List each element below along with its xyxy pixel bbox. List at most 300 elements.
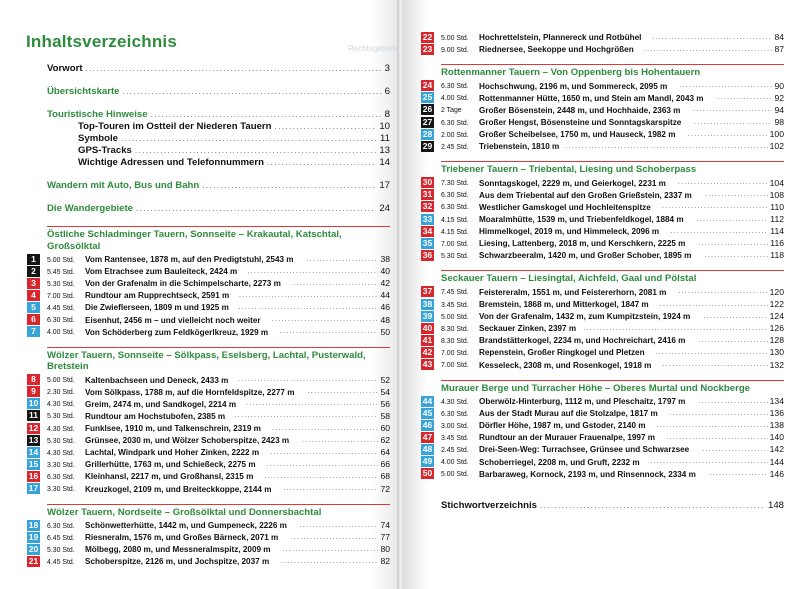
region-section bbox=[441, 380, 784, 395]
tour-number-badge: 7 bbox=[27, 326, 40, 337]
tour-page: 120 bbox=[769, 286, 784, 297]
tour-number-badge: 4 bbox=[27, 290, 40, 301]
tour-number-badge: 34 bbox=[422, 225, 433, 236]
leader-dots bbox=[679, 82, 772, 89]
tour-entry[interactable] bbox=[31, 386, 390, 398]
leader-dots bbox=[136, 203, 376, 215]
leader-dots bbox=[300, 522, 379, 529]
tour-duration: 5.00 Std. bbox=[441, 32, 469, 42]
toc-entry-label: GPS-Tracks bbox=[78, 145, 132, 156]
tour-name: Kesseleck, 2308 m, und Rosenkogel, 1918 m bbox=[479, 359, 652, 370]
leader-dots bbox=[656, 422, 767, 429]
tour-page: 64 bbox=[380, 447, 390, 458]
tour-name: Westlicher Gamskogel und Hochleitenspitze bbox=[479, 201, 651, 212]
tour-name: Greim, 2474 m, und Sandkogel, 2214 m bbox=[85, 398, 237, 409]
tour-page: 54 bbox=[380, 386, 390, 397]
tour-name: Rundtour am Hochstubofen, 2385 m bbox=[85, 410, 226, 421]
leader-dots bbox=[698, 337, 767, 344]
leader-dots bbox=[308, 388, 379, 395]
tour-page: 56 bbox=[380, 398, 390, 409]
tour-list bbox=[28, 519, 390, 567]
index-entry[interactable] bbox=[441, 500, 784, 512]
leader-dots bbox=[566, 143, 768, 150]
leader-dots bbox=[293, 280, 378, 287]
tour-name: Schönwetterhütte, 1442 m, und Gumpeneck, 2226 m bbox=[85, 520, 287, 531]
tour-number-badge: 31 bbox=[422, 189, 433, 200]
leader-dots bbox=[702, 446, 767, 453]
tour-name: Schwarzbeeralm, 1420 m, und Großer Schober, 1895 m bbox=[479, 250, 692, 261]
tour-name: Riesneralm, 1576 m, und Großes Bärneck, 2071 m bbox=[85, 532, 279, 543]
leader-dots bbox=[123, 86, 382, 98]
leader-dots bbox=[660, 301, 768, 308]
tour-duration: 5.00 Std. bbox=[441, 311, 469, 321]
tour-page: 130 bbox=[769, 347, 784, 358]
tour-name: Grünsee, 2030 m, und Wölzer Schoberspitze, 2423 m bbox=[85, 435, 290, 446]
tour-entry[interactable] bbox=[422, 468, 784, 480]
tour-name: Von der Grafenalm, 1432 m, zum Kumpitzstein, 1924 m bbox=[479, 311, 691, 322]
toc-entry-label: Symbole bbox=[78, 133, 118, 144]
tour-list bbox=[422, 395, 784, 480]
toc-entry-page: 17 bbox=[379, 180, 390, 191]
tour-duration: 5.00 Std. bbox=[47, 375, 75, 385]
leader-dots bbox=[696, 216, 768, 223]
tour-entry[interactable] bbox=[31, 301, 390, 313]
tour-number-badge: 35 bbox=[422, 237, 433, 248]
tour-page: 98 bbox=[774, 117, 784, 128]
tour-entry[interactable] bbox=[29, 410, 390, 422]
leader-dots bbox=[121, 133, 377, 145]
leader-dots bbox=[151, 109, 382, 121]
tour-page: 116 bbox=[770, 238, 784, 249]
tour-duration: 4.00 Std. bbox=[47, 327, 75, 337]
tour-entry[interactable] bbox=[422, 419, 784, 431]
tour-name: Kaltenbachseen und Deneck, 2433 m bbox=[85, 374, 229, 385]
region-title: Wölzer Tauern, Sonnseite – Sölkpass, Eselsberg, Lachtal, Pusterwald, Bretstein bbox=[47, 349, 366, 373]
leader-dots bbox=[709, 470, 767, 477]
tour-name: Dörfler Höhe, 1987 m, und Gstoder, 2140 m bbox=[479, 420, 646, 431]
region-section bbox=[47, 226, 390, 252]
tour-name: Repenstein, Großer Ringkogel und Pletzen bbox=[479, 347, 645, 358]
tour-entry[interactable] bbox=[422, 237, 784, 249]
tour-page: 80 bbox=[380, 544, 390, 555]
tour-number-badge: 29 bbox=[422, 140, 433, 151]
tour-duration: 7.00 Std. bbox=[441, 238, 469, 248]
tour-entry[interactable] bbox=[422, 334, 784, 346]
toc-entry[interactable] bbox=[78, 145, 390, 157]
tour-duration: 9.00 Std. bbox=[441, 44, 469, 54]
tour-page: 40 bbox=[380, 266, 390, 277]
tour-page: 44 bbox=[380, 290, 390, 301]
toc-entry[interactable] bbox=[47, 109, 390, 121]
leader-dots bbox=[238, 304, 378, 311]
toc-entry[interactable] bbox=[47, 203, 390, 215]
tour-duration: 3.30 Std. bbox=[47, 484, 75, 494]
tour-page: 142 bbox=[769, 444, 784, 455]
tour-name: Vom Rantensee, 1878 m, auf den Predigtstuhl, 2543 m bbox=[85, 254, 294, 265]
leader-dots bbox=[270, 449, 378, 456]
tour-entry[interactable] bbox=[28, 422, 390, 434]
tour-page: 140 bbox=[769, 432, 784, 443]
leader-dots bbox=[290, 534, 378, 541]
tour-page: 90 bbox=[774, 80, 784, 91]
tour-duration: 8.30 Std. bbox=[441, 323, 469, 333]
tour-list bbox=[422, 80, 784, 153]
leader-dots bbox=[264, 473, 378, 480]
leader-dots bbox=[307, 256, 379, 263]
tour-name: Rundtour an der Murauer Frauenalpe, 1997 m bbox=[479, 432, 656, 443]
tour-entry[interactable] bbox=[422, 443, 784, 455]
tour-duration: 3.45 Std. bbox=[441, 299, 469, 309]
tour-entry[interactable] bbox=[422, 358, 784, 370]
tour-name: Kleinhansl, 2217 m, und Großhansl, 2315 m bbox=[85, 471, 254, 482]
tour-entry[interactable] bbox=[31, 289, 390, 301]
tour-number-badge: 12 bbox=[28, 422, 39, 433]
tour-duration: 4.45 Std. bbox=[47, 302, 75, 312]
tour-number-badge: 1 bbox=[27, 254, 40, 265]
leader-dots bbox=[698, 240, 768, 247]
region-title: Wölzer Tauern, Nordseite – Großsölktal und Donnersbachtal bbox=[47, 506, 322, 518]
tour-duration: 4.30 Std. bbox=[441, 396, 469, 406]
region-section bbox=[47, 504, 390, 519]
leader-dots bbox=[235, 412, 379, 419]
tour-name: Schoberspitze, 2126 m, und Jochspitze, 2037 m bbox=[85, 556, 270, 567]
region-title: Seckauer Tauern – Liesingtal, Aichfeld, Gaal und Pölstal bbox=[441, 273, 697, 285]
tour-duration: 7.00 Std. bbox=[47, 290, 75, 300]
tour-page: 48 bbox=[380, 314, 390, 325]
tour-page: 46 bbox=[380, 302, 390, 313]
leader-dots bbox=[705, 252, 769, 259]
tour-page: 58 bbox=[380, 410, 390, 421]
region-title: Triebener Tauern – Triebental, Liesing und Schoberpass bbox=[441, 164, 697, 176]
tour-duration: 6.30 Std. bbox=[47, 471, 75, 481]
tour-entry[interactable] bbox=[28, 398, 390, 410]
tour-number-badge: 14 bbox=[28, 446, 39, 457]
tour-name: Großer Bösenstein, 2448 m, und Hochhaide, 2363 m bbox=[479, 104, 681, 115]
region-section bbox=[441, 64, 784, 79]
tour-number-badge: 8 bbox=[27, 374, 40, 385]
tour-entry[interactable] bbox=[31, 374, 390, 386]
tour-entry[interactable] bbox=[422, 43, 784, 55]
tour-number-badge: 45 bbox=[422, 407, 433, 418]
toc-entry[interactable] bbox=[78, 157, 390, 169]
tour-duration: 7.45 Std. bbox=[441, 287, 469, 297]
leader-dots bbox=[662, 203, 768, 210]
leader-dots bbox=[583, 325, 767, 332]
continued-tours bbox=[422, 31, 784, 64]
leader-dots bbox=[283, 485, 378, 492]
tour-duration: 2.30 Std. bbox=[47, 387, 75, 397]
tour-entry[interactable] bbox=[31, 326, 390, 338]
front-matter-list bbox=[18, 63, 390, 226]
tour-name: Aus der Stadt Murau auf die Stolzalpe, 1817 m bbox=[479, 408, 658, 419]
leader-dots bbox=[655, 349, 767, 356]
tour-entry[interactable] bbox=[422, 116, 784, 128]
tour-entry[interactable] bbox=[28, 470, 390, 482]
tour-entry[interactable] bbox=[422, 104, 784, 116]
leader-dots bbox=[698, 398, 767, 405]
tour-page: 122 bbox=[769, 299, 784, 310]
tour-name: Feistereralm, 1551 m, und Feistererhorn, 2081 m bbox=[479, 286, 667, 297]
leader-dots bbox=[282, 546, 378, 553]
leader-dots bbox=[272, 316, 379, 323]
tour-page: 100 bbox=[769, 129, 784, 140]
tour-number-badge: 49 bbox=[422, 456, 433, 467]
toc-entry-page: 13 bbox=[379, 145, 390, 156]
tour-number-badge: 37 bbox=[422, 286, 433, 297]
tour-entry[interactable] bbox=[28, 434, 390, 446]
tour-duration: 4.15 Std. bbox=[441, 214, 469, 224]
leader-dots bbox=[247, 268, 378, 275]
tour-page: 144 bbox=[769, 456, 784, 467]
tour-page: 136 bbox=[769, 408, 784, 419]
tour-page: 52 bbox=[380, 374, 390, 385]
toc-entry[interactable] bbox=[47, 180, 390, 192]
leader-dots bbox=[267, 461, 379, 468]
tour-entry[interactable] bbox=[422, 322, 784, 334]
tour-duration: 7.30 Std. bbox=[441, 178, 469, 188]
tour-duration: 8.30 Std. bbox=[441, 335, 469, 345]
tour-name: Von der Grafenalm in die Schimpelscharte, 2273 m bbox=[85, 278, 281, 289]
tour-list bbox=[31, 253, 390, 338]
leader-dots bbox=[652, 34, 772, 41]
tour-page: 146 bbox=[769, 468, 784, 479]
leader-dots bbox=[693, 106, 772, 113]
toc-entry-page: 14 bbox=[379, 157, 390, 168]
tour-page: 87 bbox=[774, 44, 784, 55]
tour-list bbox=[422, 286, 784, 371]
tour-number-badge: 47 bbox=[422, 431, 433, 442]
tour-number-badge: 5 bbox=[27, 302, 40, 313]
page-title: Inhaltsverzeichnis bbox=[26, 32, 177, 51]
leader-dots bbox=[267, 157, 376, 169]
tour-page: 50 bbox=[380, 326, 390, 337]
tour-name: Himmelkogel, 2019 m, und Himmeleck, 2096 m bbox=[479, 226, 660, 237]
toc-entry-page: 10 bbox=[379, 121, 390, 132]
tour-duration: 4.45 Std. bbox=[47, 556, 75, 566]
tour-list bbox=[28, 374, 390, 495]
leader-dots bbox=[540, 500, 765, 512]
tour-name: Eisenhut, 2456 m – und vielleicht noch weiter bbox=[85, 314, 261, 325]
tour-page: 84 bbox=[774, 32, 784, 43]
leader-dots bbox=[717, 94, 772, 101]
toc-entry-label: Übersichtskarte bbox=[47, 86, 120, 97]
tour-name: Bremstein, 1868 m, und Mitterkogel, 1847 m bbox=[479, 299, 649, 310]
tour-entry[interactable] bbox=[28, 531, 390, 543]
tour-entry[interactable] bbox=[28, 446, 390, 458]
tour-name: Moaralmhütte, 1539 m, und Triebenfeldkogel, 1884 m bbox=[479, 214, 684, 225]
tour-number-badge: 33 bbox=[422, 213, 433, 224]
toc-entry[interactable] bbox=[47, 63, 390, 75]
toc-entry-page: 24 bbox=[379, 203, 390, 214]
tour-number-badge: 48 bbox=[422, 443, 433, 454]
toc-entry-page: 8 bbox=[384, 109, 390, 120]
tour-page: 110 bbox=[770, 201, 784, 212]
index-entry-page: 148 bbox=[767, 499, 784, 511]
tour-entry[interactable] bbox=[422, 31, 784, 43]
leader-dots bbox=[666, 434, 767, 441]
tour-name: Rottenmanner Hütte, 1650 m, und Stein am Mandl, 2043 m bbox=[479, 92, 704, 103]
tour-duration: 4.15 Std. bbox=[441, 226, 469, 236]
tour-name: Hochschwung, 2196 m, und Sommereck, 2095 m bbox=[479, 80, 668, 91]
tour-entry[interactable] bbox=[422, 225, 784, 237]
tour-entry[interactable] bbox=[28, 458, 390, 470]
tour-list bbox=[422, 177, 784, 262]
tour-name: Liesing, Lattenberg, 2018 m, und Kerschkern, 2225 m bbox=[479, 238, 686, 249]
tour-duration: 5.00 Std. bbox=[441, 469, 469, 479]
tour-entry[interactable] bbox=[31, 313, 390, 325]
tour-number-badge: 23 bbox=[422, 43, 433, 54]
leader-dots bbox=[246, 400, 378, 407]
tour-entry[interactable] bbox=[28, 543, 390, 555]
toc-entry-label: Die Wandergebiete bbox=[47, 203, 134, 214]
tour-entry[interactable] bbox=[422, 286, 784, 298]
tour-number-badge: 24 bbox=[422, 80, 433, 91]
leader-dots bbox=[272, 425, 378, 432]
tour-number-badge: 42 bbox=[422, 346, 433, 357]
tour-page: 128 bbox=[769, 335, 784, 346]
tour-duration: 6.30 Std. bbox=[441, 202, 469, 212]
tour-name: Hochrettelstein, Plannereck und Rotbühel bbox=[479, 32, 642, 43]
tour-number-badge: 43 bbox=[422, 359, 433, 370]
tour-duration: 7.00 Std. bbox=[441, 347, 469, 357]
tour-entry[interactable] bbox=[422, 177, 784, 189]
tour-number-badge: 50 bbox=[422, 468, 433, 479]
toc-entry[interactable] bbox=[47, 86, 390, 98]
region-title: Murauer Berge und Turracher Höhe – Oberes Murtal und Nockberge bbox=[441, 382, 751, 394]
tour-duration: 4.30 Std. bbox=[47, 423, 75, 433]
tour-entry[interactable] bbox=[31, 265, 390, 277]
tour-number-badge: 11 bbox=[29, 410, 38, 421]
tour-entry[interactable] bbox=[422, 140, 784, 152]
tour-page: 42 bbox=[380, 278, 390, 289]
tour-number-badge: 10 bbox=[28, 398, 39, 409]
tour-name: Lachtal, Windpark und Hoher Zinken, 2222 m bbox=[85, 447, 260, 458]
tour-entry[interactable] bbox=[422, 395, 784, 407]
tour-number-badge: 16 bbox=[28, 470, 39, 481]
tour-number-badge: 9 bbox=[27, 386, 40, 397]
toc-entry-page: 11 bbox=[380, 133, 390, 144]
tour-page: 126 bbox=[769, 323, 784, 334]
tour-number-badge: 13 bbox=[28, 434, 39, 445]
tour-number-badge: 17 bbox=[28, 483, 39, 494]
tour-page: 74 bbox=[380, 520, 390, 531]
tour-duration: 5.45 Std. bbox=[47, 266, 75, 276]
tour-name: Funklsee, 1910 m, und Talkenschrein, 2319 m bbox=[85, 423, 261, 434]
toc-entry-label: Wichtige Adressen und Telefonnummern bbox=[78, 157, 264, 168]
tour-duration: 2 Tage bbox=[441, 105, 462, 115]
tour-name: Triebenstein, 1810 m bbox=[479, 141, 560, 152]
tour-duration: 3.00 Std. bbox=[441, 420, 469, 430]
tour-number-badge: 22 bbox=[422, 31, 433, 42]
toc-entry[interactable] bbox=[78, 121, 390, 133]
tour-page: 134 bbox=[769, 396, 784, 407]
leader-dots bbox=[238, 376, 379, 383]
tour-duration: 4.00 Std. bbox=[441, 93, 469, 103]
tour-page: 62 bbox=[380, 435, 390, 446]
toc-entry-label: Top-Touren im Ostteil der Niederen Tauern bbox=[78, 121, 272, 132]
tour-entry[interactable] bbox=[422, 128, 784, 140]
tour-name: Kreuzkogel, 2109 m, und Breiteckkoppe, 2144 m bbox=[85, 483, 272, 494]
region-section bbox=[47, 347, 390, 373]
tour-entry[interactable] bbox=[31, 253, 390, 265]
tour-name: Seckauer Zinken, 2397 m bbox=[479, 323, 577, 334]
tour-page: 72 bbox=[380, 483, 390, 494]
tour-entry[interactable] bbox=[422, 189, 784, 201]
toc-entry[interactable] bbox=[78, 133, 390, 145]
left-sections bbox=[18, 226, 390, 576]
leader-dots bbox=[650, 458, 768, 465]
tour-entry[interactable] bbox=[28, 483, 390, 495]
tour-duration: 3.45 Std. bbox=[441, 432, 469, 442]
tour-page: 38 bbox=[380, 254, 390, 265]
tour-duration: 2.00 Std. bbox=[441, 129, 469, 139]
tour-entry[interactable] bbox=[422, 80, 784, 92]
tour-page: 112 bbox=[770, 214, 784, 225]
tour-number-badge: 30 bbox=[422, 177, 433, 188]
tour-entry[interactable] bbox=[422, 213, 784, 225]
tour-name: Von Schöderberg zum Feldkögerlkreuz, 1929 m bbox=[85, 326, 269, 337]
leader-dots bbox=[678, 288, 767, 295]
tour-name: Drei-Seen-Weg: Turrachsee, Grünsee und Schwarzsee bbox=[479, 444, 690, 455]
tour-page: 118 bbox=[770, 250, 784, 261]
tour-name: Grillerhütte, 1763 m, und Schießeck, 2275 m bbox=[85, 459, 256, 470]
tour-entry[interactable] bbox=[31, 277, 390, 289]
leader-dots bbox=[663, 361, 768, 368]
tour-number-badge: 38 bbox=[422, 298, 433, 309]
tour-entry[interactable] bbox=[422, 201, 784, 213]
leader-dots bbox=[135, 145, 376, 157]
tour-entry[interactable] bbox=[422, 431, 784, 443]
tour-duration: 6.30 Std. bbox=[441, 81, 469, 91]
tour-entry[interactable] bbox=[422, 456, 784, 468]
tour-entry[interactable] bbox=[422, 249, 784, 261]
leader-dots bbox=[703, 313, 767, 320]
tour-duration: 4.30 Std. bbox=[47, 447, 75, 457]
tour-duration: 2.45 Std. bbox=[441, 141, 469, 151]
leader-dots bbox=[281, 558, 379, 565]
tour-entry[interactable] bbox=[28, 555, 390, 567]
tour-number-badge: 26 bbox=[422, 104, 433, 115]
tour-entry[interactable] bbox=[28, 519, 390, 531]
leader-dots bbox=[694, 119, 772, 126]
tour-number-badge: 20 bbox=[28, 543, 39, 554]
tour-number-badge: 27 bbox=[422, 116, 433, 127]
leader-dots bbox=[678, 179, 768, 186]
index-entry-label: Stichwortverzeichnis bbox=[441, 499, 537, 511]
tour-entry[interactable] bbox=[422, 407, 784, 419]
tour-entry[interactable] bbox=[422, 346, 784, 358]
tour-name: Oberwölz-Hinterburg, 1112 m, und Pleschaitz, 1797 m bbox=[479, 396, 686, 407]
tour-number-badge: 40 bbox=[422, 322, 433, 333]
tour-number-badge: 19 bbox=[28, 531, 39, 542]
ghost-text: Rechtsgebiete bbox=[348, 44, 400, 53]
right-sections bbox=[419, 64, 784, 489]
tour-page: 92 bbox=[774, 92, 784, 103]
tour-duration: 5.30 Std. bbox=[47, 544, 75, 554]
tour-entry[interactable] bbox=[422, 298, 784, 310]
tour-duration: 7.00 Std. bbox=[441, 360, 469, 370]
tour-page: 94 bbox=[774, 104, 784, 115]
leader-dots bbox=[239, 292, 379, 299]
tour-number-badge: 25 bbox=[422, 92, 433, 103]
tour-duration: 5.30 Std. bbox=[441, 250, 469, 260]
tour-entry[interactable] bbox=[422, 92, 784, 104]
leader-dots bbox=[669, 410, 768, 417]
tour-name: Vom Sölkpass, 1788 m, auf die Hornfeldspitze, 2277 m bbox=[85, 386, 295, 397]
tour-number-badge: 18 bbox=[28, 519, 39, 530]
tour-duration: 6.30 Std. bbox=[47, 520, 75, 530]
tour-entry[interactable] bbox=[422, 310, 784, 322]
